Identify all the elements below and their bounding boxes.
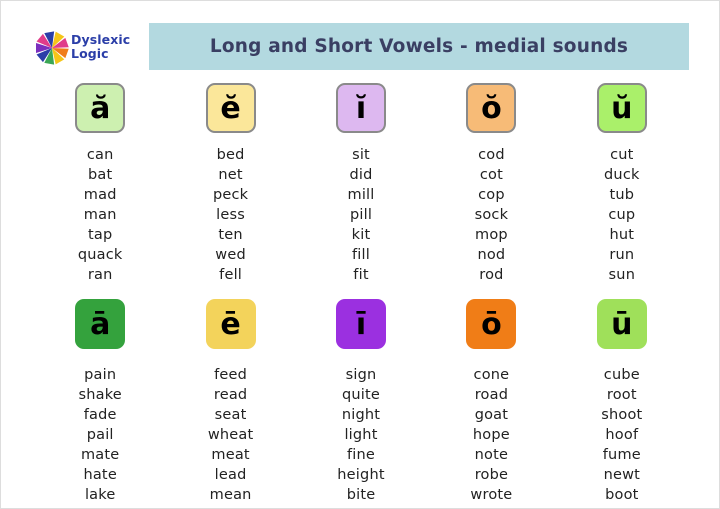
short-vowel-row bbox=[1, 83, 720, 285]
list-item: sign bbox=[345, 367, 377, 383]
word-list-long-i bbox=[337, 365, 384, 505]
brand-logo-text bbox=[71, 33, 130, 60]
list-item: hut bbox=[609, 227, 635, 243]
page-header bbox=[1, 23, 720, 77]
list-item: bite bbox=[346, 487, 376, 503]
list-item: kit bbox=[351, 227, 371, 243]
list-item: fell bbox=[219, 267, 243, 283]
column-short-i bbox=[296, 83, 426, 285]
list-item: duck bbox=[604, 167, 640, 183]
word-list-long-u bbox=[601, 365, 642, 505]
vowel-letter: ā bbox=[90, 307, 111, 342]
list-item: cut bbox=[610, 147, 634, 163]
list-item: less bbox=[216, 207, 246, 223]
list-item: pail bbox=[86, 427, 114, 443]
word-list-long-o bbox=[470, 365, 512, 505]
long-vowel-row bbox=[1, 299, 720, 505]
list-item: hope bbox=[472, 427, 510, 443]
title-banner bbox=[149, 23, 689, 70]
list-item: night bbox=[341, 407, 381, 423]
page-title: Long and Short Vowels - medial sounds bbox=[209, 36, 629, 57]
list-item: fade bbox=[83, 407, 117, 423]
vowel-tile-short-a bbox=[75, 83, 125, 133]
vowel-letter: ĕ bbox=[220, 91, 241, 126]
list-item: quite bbox=[341, 387, 381, 403]
vowel-grid bbox=[1, 83, 720, 505]
list-item: mean bbox=[209, 487, 252, 503]
brand-line-2: Logic bbox=[71, 45, 109, 61]
vowel-tile-long-a bbox=[75, 299, 125, 349]
list-item: mill bbox=[347, 187, 375, 203]
vowel-tile-short-o bbox=[466, 83, 516, 133]
list-item: newt bbox=[603, 467, 641, 483]
list-item: goat bbox=[474, 407, 509, 423]
list-item: wed bbox=[215, 247, 246, 263]
column-long-o bbox=[426, 299, 556, 505]
sunburst-logo-icon bbox=[35, 31, 69, 65]
vowel-letter: ŏ bbox=[481, 91, 502, 126]
list-item: ten bbox=[218, 227, 243, 243]
word-list-short-u bbox=[604, 145, 640, 285]
column-long-u bbox=[557, 299, 687, 505]
word-list-long-a bbox=[78, 365, 121, 505]
word-list-short-a bbox=[78, 145, 123, 285]
list-item: cod bbox=[478, 147, 505, 163]
list-item: lake bbox=[84, 487, 116, 503]
list-item: wrote bbox=[470, 487, 513, 503]
list-item: feed bbox=[214, 367, 248, 383]
vowel-letter: ō bbox=[481, 307, 502, 342]
list-item: hate bbox=[83, 467, 117, 483]
list-item: rod bbox=[479, 267, 504, 283]
vowel-tile-short-u bbox=[597, 83, 647, 133]
vowel-letter: ū bbox=[611, 307, 633, 342]
list-item: shake bbox=[78, 387, 122, 403]
list-item: fill bbox=[352, 247, 370, 263]
list-item: robe bbox=[474, 467, 509, 483]
vowel-letter: ă bbox=[90, 91, 111, 126]
list-item: seat bbox=[214, 407, 247, 423]
vowel-letter: ŭ bbox=[611, 91, 633, 126]
column-long-i bbox=[296, 299, 426, 505]
vowel-letter: ī bbox=[355, 307, 367, 342]
list-item: meat bbox=[211, 447, 250, 463]
list-item: boot bbox=[605, 487, 639, 503]
list-item: sit bbox=[352, 147, 370, 163]
list-item: fume bbox=[602, 447, 641, 463]
list-item: root bbox=[606, 387, 637, 403]
vowel-tile-long-u bbox=[597, 299, 647, 349]
list-item: cone bbox=[473, 367, 510, 383]
word-list-short-e bbox=[213, 145, 248, 285]
vowel-tile-short-i bbox=[336, 83, 386, 133]
list-item: fit bbox=[353, 267, 369, 283]
word-list-short-i bbox=[348, 145, 375, 285]
list-item: ran bbox=[87, 267, 113, 283]
list-item: read bbox=[213, 387, 248, 403]
word-list-long-e bbox=[208, 365, 254, 505]
list-item: pain bbox=[84, 367, 117, 383]
list-item: peck bbox=[212, 187, 249, 203]
vowel-tile-long-o bbox=[466, 299, 516, 349]
list-item: sun bbox=[608, 267, 636, 283]
list-item: cop bbox=[478, 187, 505, 203]
list-item: did bbox=[349, 167, 373, 183]
list-item: quack bbox=[77, 247, 123, 263]
list-item: tub bbox=[609, 187, 635, 203]
list-item: mate bbox=[80, 447, 120, 463]
column-long-e bbox=[165, 299, 295, 505]
list-item: mop bbox=[475, 227, 508, 243]
column-short-e bbox=[165, 83, 295, 285]
list-item: run bbox=[609, 247, 635, 263]
list-item: sock bbox=[474, 207, 509, 223]
list-item: bed bbox=[216, 147, 245, 163]
vowel-letter: ĭ bbox=[355, 91, 367, 126]
vowel-letter: ē bbox=[220, 307, 241, 342]
list-item: height bbox=[337, 467, 385, 483]
list-item: lead bbox=[214, 467, 247, 483]
list-item: cup bbox=[608, 207, 636, 223]
list-item: cot bbox=[479, 167, 503, 183]
word-list-short-o bbox=[475, 145, 509, 285]
list-item: shoot bbox=[601, 407, 643, 423]
list-item: pill bbox=[349, 207, 373, 223]
vowel-tile-short-e bbox=[206, 83, 256, 133]
list-item: man bbox=[83, 207, 117, 223]
list-item: fine bbox=[346, 447, 376, 463]
list-item: wheat bbox=[207, 427, 254, 443]
column-short-a bbox=[35, 83, 165, 285]
brand-line-1: Dyslexic bbox=[71, 32, 131, 47]
list-item: mad bbox=[83, 187, 117, 203]
list-item: cube bbox=[603, 367, 640, 383]
vowel-tile-long-e bbox=[206, 299, 256, 349]
column-short-o bbox=[426, 83, 556, 285]
column-long-a bbox=[35, 299, 165, 505]
list-item: tap bbox=[88, 227, 113, 243]
list-item: road bbox=[474, 387, 509, 403]
brand-logo bbox=[35, 27, 155, 71]
list-item: net bbox=[218, 167, 243, 183]
column-short-u bbox=[557, 83, 687, 285]
vowel-tile-long-i bbox=[336, 299, 386, 349]
list-item: bat bbox=[88, 167, 113, 183]
list-item: note bbox=[474, 447, 509, 463]
list-item: hoof bbox=[605, 427, 639, 443]
list-item: nod bbox=[477, 247, 506, 263]
list-item: light bbox=[344, 427, 378, 443]
list-item: can bbox=[86, 147, 114, 163]
